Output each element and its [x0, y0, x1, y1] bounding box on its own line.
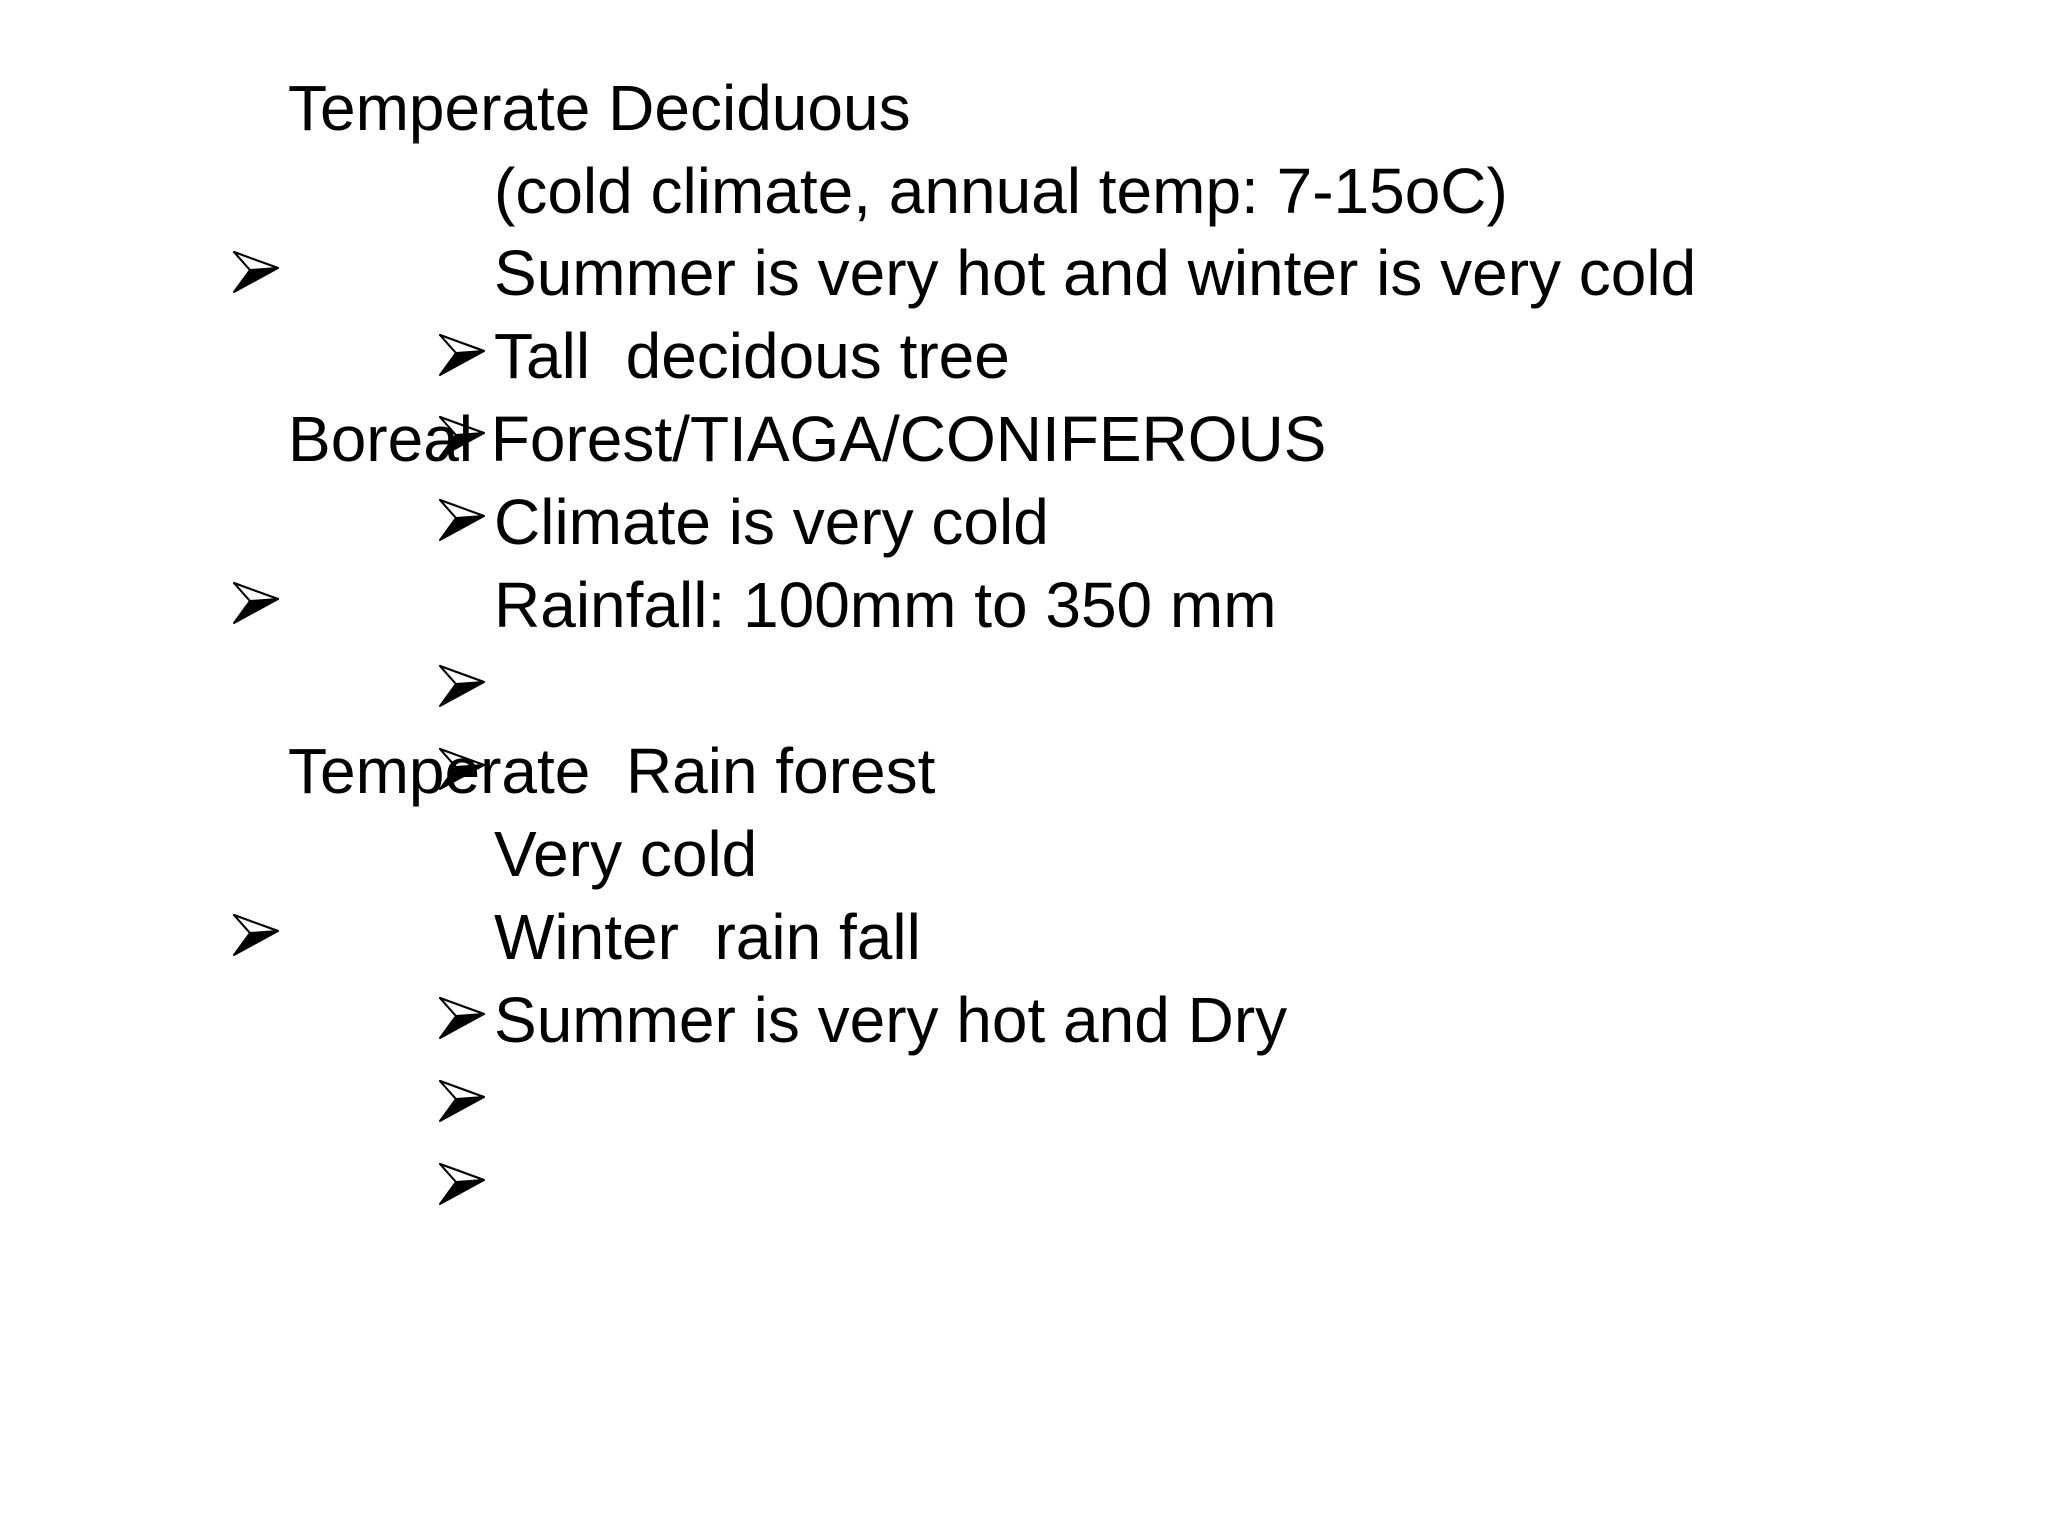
bullet-text: Boreal Forest/TIAGA/CONIFEROUS [288, 403, 1327, 475]
bullet-item-level1 [230, 398, 1326, 480]
arrowhead-bullet-icon [230, 413, 282, 465]
arrowhead-bullet-icon [436, 828, 488, 880]
arrowhead-bullet-icon [436, 165, 488, 217]
bullet-text: Summer is very hot and Dry [494, 984, 1288, 1056]
bullet-item-level2 [436, 232, 1696, 314]
bullet-text: (cold climate, annual temp: 7-15oC) [494, 155, 1508, 227]
arrowhead-bullet-icon [436, 330, 488, 382]
bullet-item-level1 [230, 67, 911, 149]
arrowhead-bullet-icon [436, 247, 488, 299]
bullet-item-level1 [230, 730, 935, 812]
arrowhead-bullet-icon [436, 994, 488, 1046]
arrowhead-bullet-icon [230, 745, 282, 797]
bullet-text: Very cold [494, 818, 758, 890]
arrowhead-bullet-icon [436, 911, 488, 963]
arrowhead-bullet-icon [436, 496, 488, 548]
bullet-text: Temperate Deciduous [288, 72, 911, 144]
bullet-item-level2 [436, 564, 1277, 646]
bullet-item-level2 [436, 150, 1508, 232]
bullet-text: Rainfall: 100mm to 350 mm [494, 569, 1277, 641]
arrowhead-bullet-icon [436, 579, 488, 631]
bullet-item-level2 [436, 481, 1049, 563]
bullet-text: Temperate Rain forest [288, 735, 936, 807]
arrowhead-bullet-icon [230, 82, 282, 134]
bullet-text: Tall decidous tree [494, 320, 1010, 392]
bullet-item-level2 [436, 979, 1287, 1061]
bullet-text: Winter rain fall [494, 901, 921, 973]
bullet-item-level2 [436, 813, 757, 895]
bullet-item-level2 [436, 896, 921, 978]
bullet-text: Climate is very cold [494, 486, 1049, 558]
bullet-item-level2 [436, 315, 1010, 397]
bullet-text: Summer is very hot and winter is very cold [494, 237, 1697, 309]
